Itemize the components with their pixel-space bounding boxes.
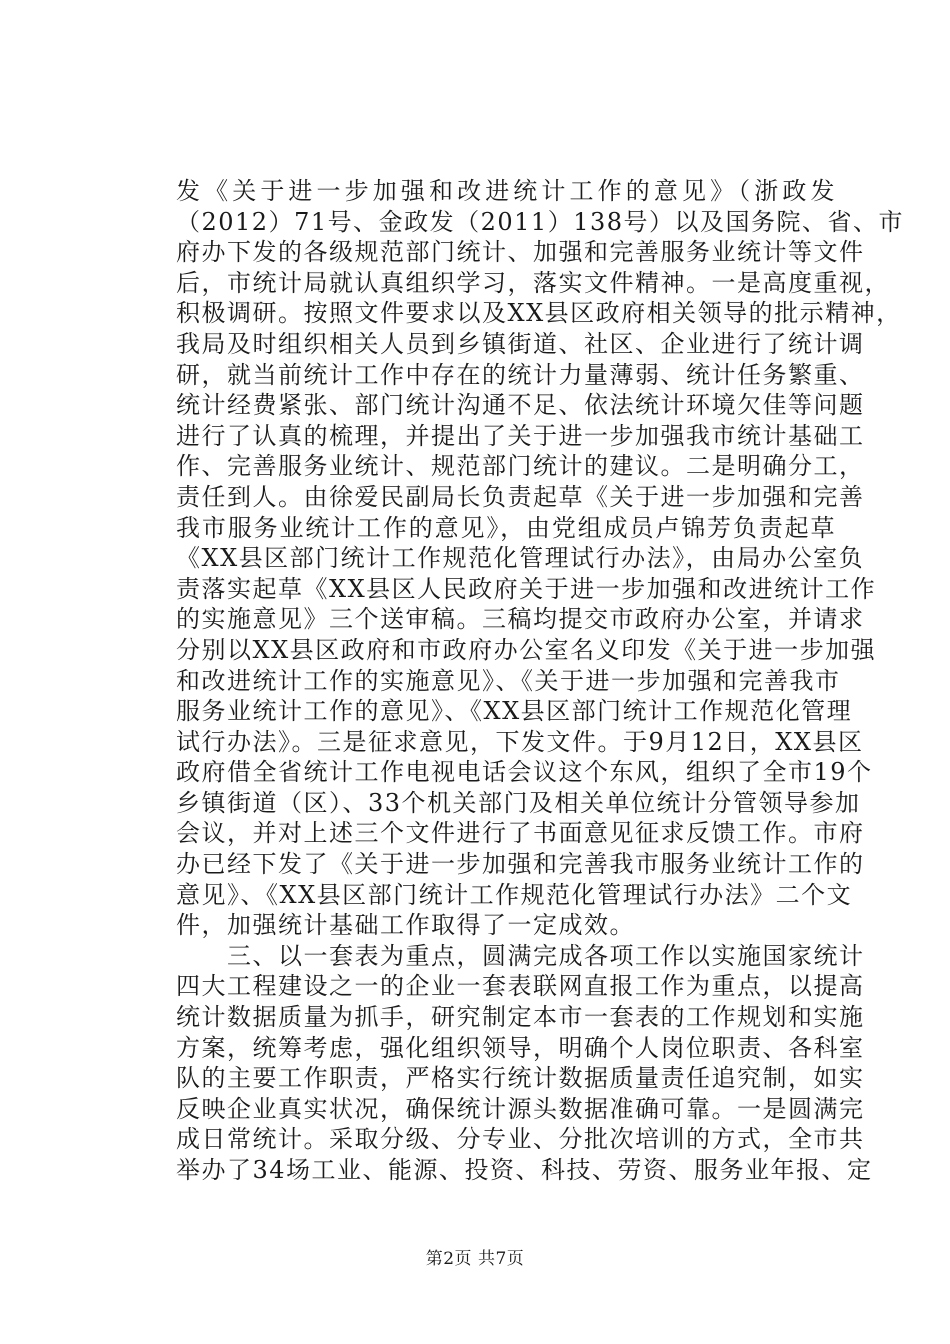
text-line: 后，市统计局就认真组织学习，落实文件精神。一是高度重视， bbox=[176, 268, 890, 297]
text-line: 试行办法》。三是征求意见，下发文件。于9月12日，XX县区 bbox=[176, 727, 864, 756]
page-number: 第2页 共7页 bbox=[425, 1249, 525, 1269]
text-line: 积极调研。按照文件要求以及XX县区政府相关领导的批示精神， bbox=[176, 299, 902, 328]
paragraph-start-line: 三、以一套表为重点，圆满完成各项工作以实施国家统计 bbox=[176, 941, 865, 970]
text-line: 队的主要工作职责，严格实行统计数据质量责任追究制，如实 bbox=[176, 1064, 865, 1093]
text-line: 政府借全省统计工作电视电话会议这个东风，组织了全市19个 bbox=[176, 758, 873, 787]
text-line: 反映企业真实状况，确保统计源头数据准确可靠。一是圆满完 bbox=[176, 1094, 865, 1123]
text-line: 意见》、《XX县区部门统计工作规范化管理试行办法》二个文 bbox=[176, 880, 853, 909]
page-footer bbox=[0, 1244, 950, 1269]
text-line: 办已经下发了《关于进一步加强和完善我市服务业统计工作的 bbox=[176, 850, 865, 879]
text-line: 《XX县区部门统计工作规范化管理试行办法》，由局办公室负 bbox=[176, 544, 865, 573]
text-line: 我市服务业统计工作的意见》，由党组成员卢锦芳负责起草 bbox=[176, 513, 836, 542]
text-line: 责落实起草《XX县区人民政府关于进一步加强和改进统计工作 bbox=[176, 574, 877, 603]
text-line: 乡镇街道（区）、33个机关部门及相关单位统计分管领导参加 bbox=[176, 788, 861, 817]
text-line: 发《关于进一步加强和改进统计工作的意见》（浙政发 bbox=[176, 177, 836, 205]
text-line: 会议，并对上述三个文件进行了书面意见征求反馈工作。市府 bbox=[176, 819, 865, 848]
text-line: 我局及时组织相关人员到乡镇街道、社区、企业进行了统计调 bbox=[176, 329, 865, 358]
text-line: 举办了34场工业、能源、投资、科技、劳资、服务业年报、定 bbox=[176, 1156, 873, 1184]
text-line: 的实施意见》三个送审稿。三稿均提交市政府办公室，并请求 bbox=[176, 605, 865, 634]
text-line: 和改进统计工作的实施意见》、《关于进一步加强和完善我市 bbox=[176, 666, 841, 695]
text-line: 府办下发的各级规范部门统计、加强和完善服务业统计等文件 bbox=[176, 238, 865, 267]
text-line: 统计数据质量为抓手，研究制定本市一套表的工作规划和实施 bbox=[176, 1003, 865, 1032]
text-line: 进行了认真的梳理，并提出了关于进一步加强我市统计基础工 bbox=[176, 421, 865, 450]
text-line: 服务业统计工作的意见》、《XX县区部门统计工作规范化管理 bbox=[176, 697, 853, 726]
text-line: （2012）71号、金政发（2011）138号）以及国务院、省、市 bbox=[176, 207, 905, 236]
text-line: 方案，统筹考虑，强化组织领导，明确个人岗位职责、各科室 bbox=[176, 1033, 865, 1062]
text-line: 统计经费紧张、部门统计沟通不足、依法统计环境欠佳等问题 bbox=[176, 391, 865, 420]
text-line: 分别以XX县区政府和市政府办公室名义印发《关于进一步加强 bbox=[176, 635, 877, 664]
text-line: 研，就当前统计工作中存在的统计力量薄弱、统计任务繁重、 bbox=[176, 360, 865, 389]
text-line: 责任到人。由徐爱民副局长负责起草《关于进一步加强和完善 bbox=[176, 482, 865, 511]
text-line: 作、完善服务业统计、规范部门统计的建议。二是明确分工， bbox=[176, 452, 865, 481]
text-line: 成日常统计。采取分级、分专业、分批次培训的方式，全市共 bbox=[176, 1125, 865, 1154]
text-line: 件，加强统计基础工作取得了一定成效。 bbox=[176, 911, 635, 940]
body-text bbox=[176, 176, 905, 1186]
text-line: 四大工程建设之一的企业一套表联网直报工作为重点，以提高 bbox=[176, 972, 865, 1001]
